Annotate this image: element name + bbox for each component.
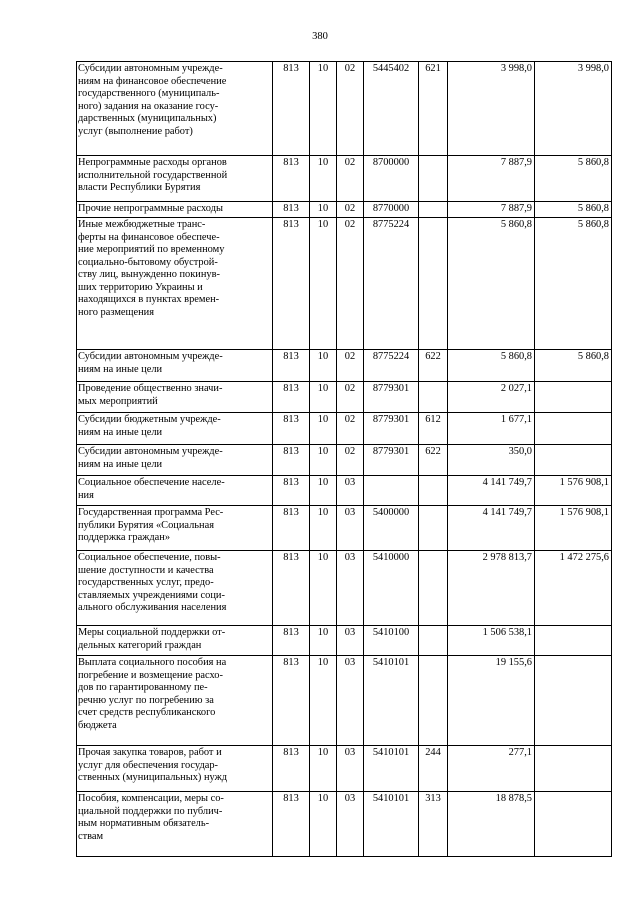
row-name-line: власти Республики Бурятия [78,182,201,193]
subsection-code-cell: 03 [337,626,364,656]
subsection-code-cell: 02 [337,202,364,218]
row-name-line: погребение и возмещение расхо- [78,669,223,681]
ministry-code-cell: 813 [273,626,310,656]
amount-total-cell: 7 887,9 [448,156,535,202]
target-article-cell: 8779301 [364,382,419,413]
row-name-line: Субсидии автономным учрежде- [78,446,223,457]
row-name-cell [77,413,273,445]
row-name-line: ниям на иные цели [78,363,163,375]
amount-federal-cell [535,626,612,656]
amount-total-cell: 4 141 749,7 [448,476,535,506]
amount-total-cell: 1 677,1 [448,413,535,445]
row-name-line: ших территорию Украины и [78,281,203,293]
expense-type-cell [419,506,448,551]
amount-total-cell: 18 878,5 [448,792,535,857]
amount-federal-cell [535,656,612,746]
ministry-code-cell: 813 [273,202,310,218]
target-article-cell: 8775224 [364,218,419,350]
row-name-cell [77,202,273,218]
ministry-code-cell: 813 [273,413,310,445]
expense-type-cell [419,476,448,506]
table-row [77,413,612,445]
section-code-cell: 10 [310,476,337,506]
row-name-line: Меры социальной поддержки от- [78,627,226,638]
row-name-cell [77,506,273,551]
table-row [77,350,612,382]
amount-total-cell: 19 155,6 [448,656,535,746]
table-row [77,792,612,857]
section-code-cell: 10 [310,382,337,413]
row-name-line: Проведение общественно значи- [78,383,223,394]
amount-total-cell: 4 141 749,7 [448,506,535,551]
row-name-cell [77,551,273,626]
amount-total-cell: 2 027,1 [448,382,535,413]
row-name-line: мых мероприятий [78,395,158,407]
row-name-line: находящихся в пунктах времен- [78,294,220,305]
row-name-line: дарственных (муниципальных) [78,113,217,124]
row-name-line: ным нормативным обязатель- [78,818,210,829]
ministry-code-cell: 813 [273,656,310,746]
amount-federal-cell [535,792,612,857]
target-article-cell: 5445402 [364,62,419,156]
ministry-code-cell: 813 [273,382,310,413]
row-name-line: Социальное обеспечение, повы- [78,552,221,563]
expense-type-cell [419,626,448,656]
row-name-line: Иные межбюджетные транс- [78,219,206,230]
subsection-code-cell: 02 [337,445,364,476]
amount-total-cell: 277,1 [448,746,535,792]
amount-federal-cell: 1 472 275,6 [535,551,612,626]
row-name-line: Непрограммные расходы органов [78,157,227,168]
amount-total-cell: 5 860,8 [448,218,535,350]
expense-type-cell [419,382,448,413]
table-row [77,506,612,551]
table-row [77,746,612,792]
row-name-line: ного) задания на оказание госу- [78,100,219,112]
section-code-cell: 10 [310,218,337,350]
subsection-code-cell: 02 [337,62,364,156]
row-name-line: социально-бытовому обустрой- [78,256,218,268]
row-name-line: публики Бурятия «Социальная [78,519,214,531]
row-name-line: ственных (муниципальных) нужд [78,772,228,783]
table-row [77,382,612,413]
row-name-line: услуг (выполнение работ) [78,125,193,137]
expense-type-cell [419,156,448,202]
section-code-cell: 10 [310,445,337,476]
row-name-cell [77,156,273,202]
row-name-cell [77,62,273,156]
row-name-line: ние мероприятий по временному [78,244,225,255]
section-code-cell: 10 [310,506,337,551]
subsection-code-cell: 03 [337,656,364,746]
amount-total-cell: 7 887,9 [448,202,535,218]
table-row [77,626,612,656]
amount-federal-cell: 3 998,0 [535,62,612,156]
row-name-line: дов по гарантированному пе- [78,682,208,693]
target-article-cell: 5410000 [364,551,419,626]
target-article-cell: 8700000 [364,156,419,202]
section-code-cell: 10 [310,792,337,857]
expense-type-cell: 313 [419,792,448,857]
table-row [77,62,612,156]
table-row [77,218,612,350]
row-name-line: счет средств республиканского [78,707,216,718]
row-name-line: ставляемых учреждениями соци- [78,589,225,601]
expense-type-cell [419,218,448,350]
table-row [77,202,612,218]
section-code-cell: 10 [310,156,337,202]
subsection-code-cell: 03 [337,476,364,506]
row-name-line: ниям на иные цели [78,458,163,470]
amount-total-cell: 2 978 813,7 [448,551,535,626]
ministry-code-cell: 813 [273,156,310,202]
row-name-line: государственных услуг, предо- [78,577,214,588]
row-name-line: Выплата социального пособия на [78,657,227,668]
row-name-line: ниям на финансовое обеспечение [78,75,227,87]
target-article-cell: 5410101 [364,656,419,746]
row-name-line: ального обслуживания населения [78,602,227,613]
table-row [77,551,612,626]
row-name-cell [77,792,273,857]
row-name-line: Социальное обеспечение населе- [78,477,225,488]
expense-type-cell [419,551,448,626]
ministry-code-cell: 813 [273,350,310,382]
subsection-code-cell: 02 [337,156,364,202]
ministry-code-cell: 813 [273,792,310,857]
row-name-line: циальной поддержки по публич- [78,805,223,817]
target-article-cell [364,476,419,506]
target-article-cell: 5400000 [364,506,419,551]
section-code-cell: 10 [310,202,337,218]
row-name-line: ству лиц, вынужденно покинув- [78,269,220,280]
expense-type-cell: 622 [419,350,448,382]
table-row [77,156,612,202]
row-name-line: Субсидии бюджетным учрежде- [78,414,221,425]
row-name-cell [77,476,273,506]
subsection-code-cell: 02 [337,350,364,382]
row-name-line: ния [78,489,94,501]
subsection-code-cell: 02 [337,382,364,413]
subsection-code-cell: 03 [337,551,364,626]
subsection-code-cell: 03 [337,506,364,551]
row-name-cell [77,218,273,350]
row-name-cell [77,382,273,413]
page-number: 380 [312,31,328,42]
row-name-line: государственного (муниципаль- [78,88,220,99]
row-name-cell [77,656,273,746]
section-code-cell: 10 [310,413,337,445]
row-name-line: услуг для обеспечения государ- [78,759,218,771]
table-row [77,476,612,506]
ministry-code-cell: 813 [273,445,310,476]
row-name-line: Субсидии автономным учрежде- [78,351,223,362]
target-article-cell: 8775224 [364,350,419,382]
amount-federal-cell: 5 860,8 [535,156,612,202]
row-name-line: поддержка граждан» [78,532,171,543]
expense-type-cell: 621 [419,62,448,156]
row-name-cell [77,445,273,476]
amount-federal-cell [535,445,612,476]
section-code-cell: 10 [310,62,337,156]
row-name-line: ствам [78,830,104,842]
amount-total-cell: 1 506 538,1 [448,626,535,656]
amount-federal-cell: 1 576 908,1 [535,476,612,506]
row-name-line: бюджета [78,719,117,731]
amount-federal-cell: 1 576 908,1 [535,506,612,551]
row-name-line: исполнительной государственной [78,169,228,181]
ministry-code-cell: 813 [273,476,310,506]
amount-total-cell: 350,0 [448,445,535,476]
target-article-cell: 8779301 [364,413,419,445]
row-name-line: дельных категорий граждан [78,639,202,651]
subsection-code-cell: 03 [337,746,364,792]
row-name-cell [77,626,273,656]
section-code-cell: 10 [310,656,337,746]
ministry-code-cell: 813 [273,551,310,626]
row-name-line: ферты на финансовое обеспече- [78,231,220,243]
expense-type-cell: 622 [419,445,448,476]
amount-federal-cell [535,746,612,792]
row-name-cell [77,350,273,382]
expense-type-cell: 612 [419,413,448,445]
amount-federal-cell [535,382,612,413]
row-name-line: речню услуг по погребению за [78,694,214,706]
row-name-cell [77,746,273,792]
amount-federal-cell: 5 860,8 [535,218,612,350]
ministry-code-cell: 813 [273,746,310,792]
ministry-code-cell: 813 [273,218,310,350]
table-row [77,656,612,746]
amount-federal-cell [535,413,612,445]
expense-type-cell [419,656,448,746]
target-article-cell: 5410101 [364,746,419,792]
amount-federal-cell: 5 860,8 [535,350,612,382]
row-name-line: ниям на иные цели [78,426,163,438]
ministry-code-cell: 813 [273,62,310,156]
section-code-cell: 10 [310,350,337,382]
row-name-line: шение доступности и качества [78,564,214,576]
section-code-cell: 10 [310,626,337,656]
subsection-code-cell: 02 [337,413,364,445]
target-article-cell: 5410101 [364,792,419,857]
subsection-code-cell: 03 [337,792,364,857]
target-article-cell: 8770000 [364,202,419,218]
amount-federal-cell: 5 860,8 [535,202,612,218]
section-code-cell: 10 [310,551,337,626]
row-name-line: Государственная программа Рес- [78,507,224,518]
row-name-line: Пособия, компенсации, меры со- [78,793,224,804]
expense-type-cell [419,202,448,218]
row-name-line: ного размещения [78,306,155,318]
expense-type-cell: 244 [419,746,448,792]
row-name-line: Субсидии автономным учрежде- [78,63,223,74]
subsection-code-cell: 02 [337,218,364,350]
budget-table [76,61,612,857]
table-row [77,445,612,476]
target-article-cell: 5410100 [364,626,419,656]
ministry-code-cell: 813 [273,506,310,551]
target-article-cell: 8779301 [364,445,419,476]
amount-total-cell: 5 860,8 [448,350,535,382]
section-code-cell: 10 [310,746,337,792]
row-name-line: Прочая закупка товаров, работ и [78,747,222,758]
amount-total-cell: 3 998,0 [448,62,535,156]
row-name-line: Прочие непрограммные расходы [78,203,223,214]
